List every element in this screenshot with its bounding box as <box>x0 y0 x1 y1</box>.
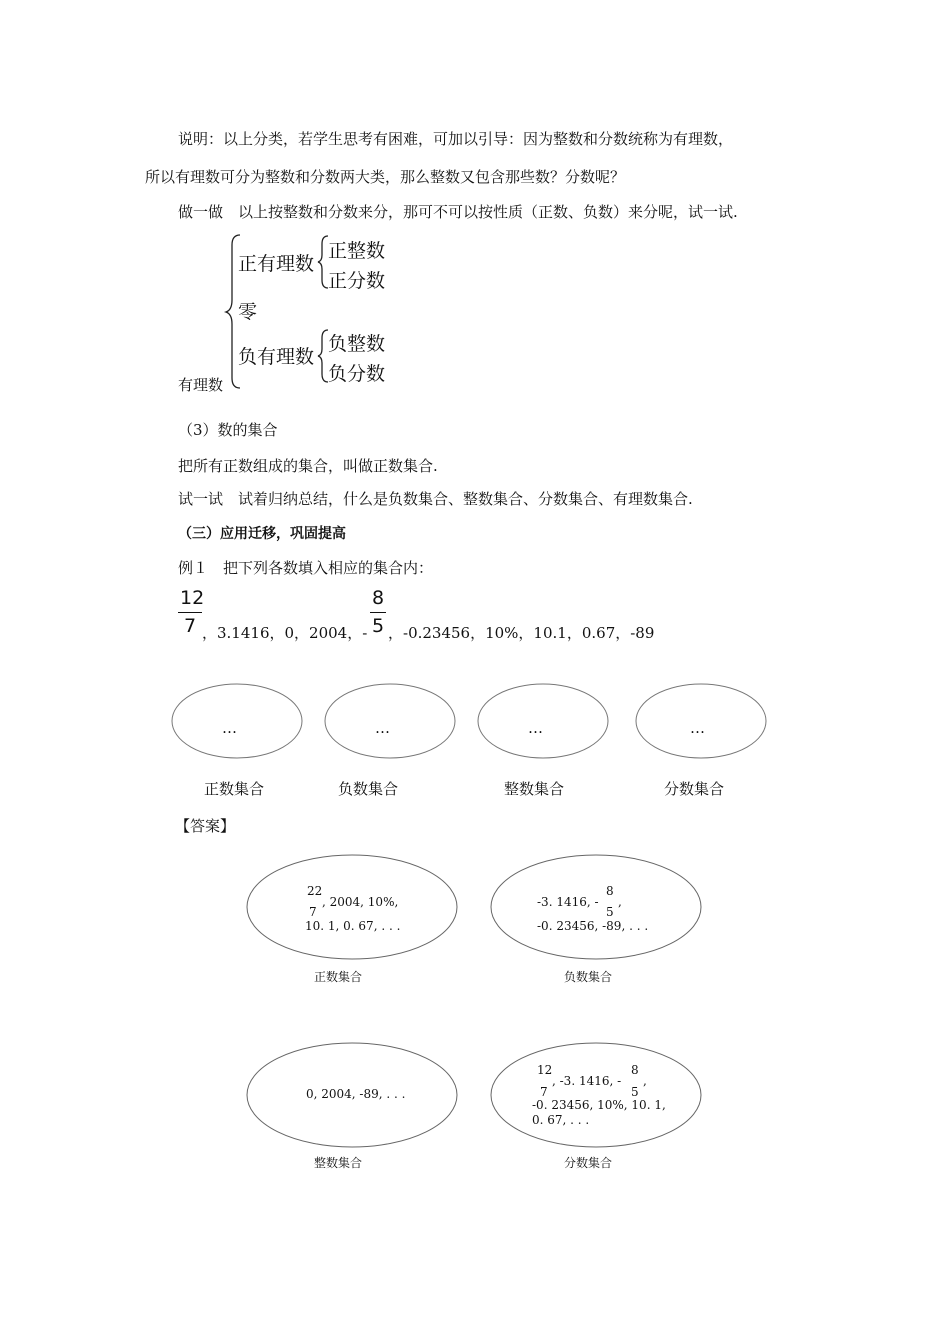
neg-fraction-label: 负分数 <box>328 363 386 385</box>
answer-label: 【答案】 <box>175 817 236 835</box>
answer-integer-line1: 0, 2004, -89, . . . <box>306 1087 406 1101</box>
answer-positive-label: 正数集合 <box>314 970 363 984</box>
answer-negative-line2: -0. 23456, -89, . . . <box>537 919 649 933</box>
fraction-numerator: 8 <box>606 884 614 898</box>
pos-integer-label: 正整数 <box>328 240 386 262</box>
neg-integer-label: 负整数 <box>328 333 386 355</box>
fraction-numerator: 8 <box>631 1063 639 1077</box>
paragraph-positive-set: 把所有正数组成的集合，叫做正数集合. <box>178 457 438 475</box>
negative-set-ellipsis: … <box>375 719 390 737</box>
fraction-numerator: 12 <box>537 1063 553 1077</box>
integer-set-ellipsis: … <box>528 719 543 737</box>
negative-set-label: 负数集合 <box>338 780 399 798</box>
fraction-8-over-5-numerator: 8 <box>372 587 385 609</box>
fraction-8-over-5-denominator: 5 <box>372 615 385 637</box>
heading-application: （三）应用迁移，巩固提高 <box>178 526 346 542</box>
rational-root-label: 有理数 <box>178 376 224 394</box>
pos-rational-label: 正有理数 <box>238 253 315 275</box>
fraction-set-label: 分数集合 <box>664 780 725 798</box>
answer-integer-label: 整数集合 <box>314 1156 363 1170</box>
positive-set-ellipsis: … <box>222 719 237 737</box>
fraction-12-over-7-denominator: 7 <box>184 615 197 637</box>
paragraph-try-summarize: 试一试 试着归纳总结，什么是负数集合、整数集合、分数集合、有理数集合. <box>178 490 693 508</box>
example-1-prompt: 例１ 把下列各数填入相应的集合内： <box>178 559 434 577</box>
pos-fraction-label: 正分数 <box>328 270 386 292</box>
positive-set-label: 正数集合 <box>204 780 265 798</box>
answer-fraction-line3: 0. 67, . . . <box>532 1113 590 1127</box>
fraction-set-ellipsis: … <box>690 719 705 737</box>
neg-rational-label: 负有理数 <box>238 346 315 368</box>
fraction-12-over-7-numerator: 12 <box>180 587 205 609</box>
paragraph-explanation-1: 说明：以上分类，若学生思考有困难，可加以引导：因为整数和分数统称为有理数， <box>178 130 734 148</box>
paragraph-try-classify: 做一做 以上按整数和分数来分，那可不可以按性质（正数、负数）来分呢，试一试. <box>178 203 738 221</box>
answer-positive-line1: , 2004, 10%, <box>322 895 399 909</box>
section-number-sets: （3）数的集合 <box>178 421 278 439</box>
answer-fraction-line2: -0. 23456, 10%, 10. 1, <box>532 1098 666 1112</box>
answer-negative-comma: , <box>618 895 622 909</box>
fraction-denominator: 5 <box>631 1085 639 1099</box>
number-list-end: ，-0.23456，10%，10.1，0.67，-89 <box>388 624 655 642</box>
zero-label: 零 <box>238 301 258 323</box>
answer-fraction-line1: , -3. 1416, - <box>552 1074 622 1088</box>
fraction-denominator: 7 <box>309 905 317 919</box>
answer-fraction-label: 分数集合 <box>564 1156 613 1170</box>
answer-negative-label: 负数集合 <box>564 970 613 984</box>
answer-positive-line2: 10. 1, 0. 67, . . . <box>305 919 401 933</box>
answer-fraction-comma: , <box>643 1074 647 1088</box>
number-list-middle: ，3.1416，0，2004，- <box>202 624 368 642</box>
paragraph-explanation-2: 所以有理数可分为整数和分数两大类，那么整数又包含那些数？分数呢？ <box>145 168 626 186</box>
answer-negative-line1: -3. 1416, - <box>537 895 599 909</box>
fraction-numerator: 22 <box>307 884 323 898</box>
fraction-denominator: 5 <box>606 905 614 919</box>
integer-set-label: 整数集合 <box>504 780 565 798</box>
fraction-denominator: 7 <box>540 1085 548 1099</box>
